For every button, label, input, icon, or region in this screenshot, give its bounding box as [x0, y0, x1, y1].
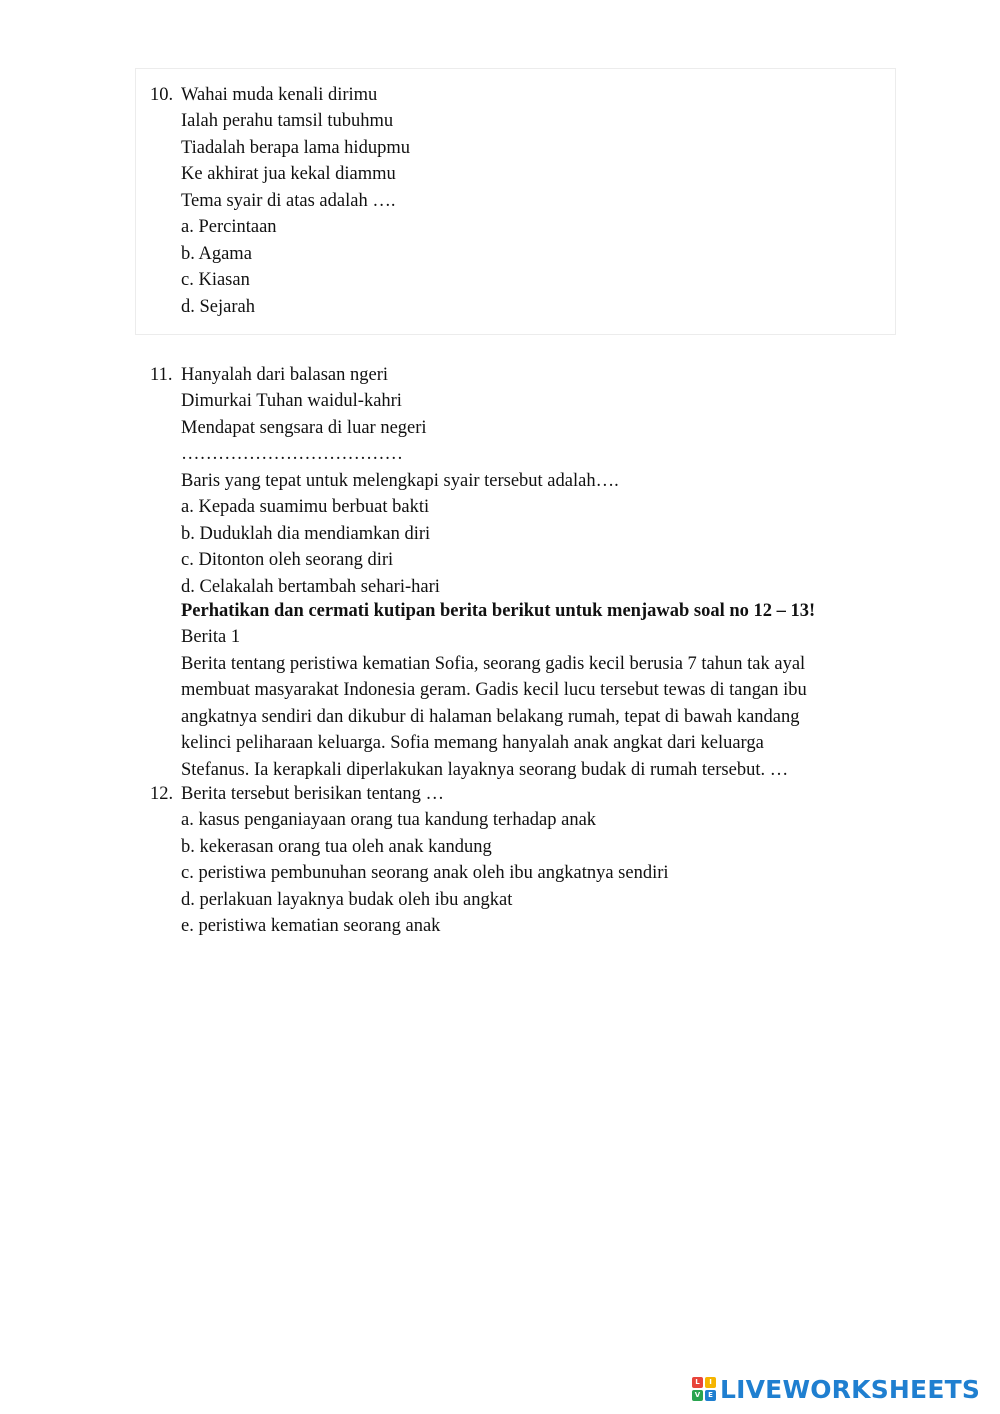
question-12-option-c[interactable]: c. peristiwa pembunuhan seorang anak oleh ibu angkatnya sendiri	[181, 863, 669, 883]
instruction-heading: Perhatikan dan cermati kutipan berita berikut untuk menjawab soal no 12 – 13!	[181, 601, 816, 621]
question-11-option-b[interactable]: b. Duduklah dia mendiamkan diri	[181, 524, 431, 544]
question-10-poem-line-1: Wahai muda kenali dirimu	[181, 85, 378, 105]
question-10-option-c[interactable]: c. Kiasan	[181, 270, 250, 290]
question-11-number: 11.	[150, 365, 173, 385]
liveworksheets-logo-text: LIVEWORKSHEETS	[720, 1374, 981, 1404]
logo-tile-i: I	[705, 1377, 716, 1388]
liveworksheets-logo[interactable]	[692, 1372, 980, 1406]
question-12-number: 12.	[150, 784, 174, 804]
question-10-poem-line-4: Ke akhirat jua kekal diammu	[181, 164, 396, 184]
question-11-poem-line-2: Dimurkai Tuhan waidul-kahri	[181, 391, 402, 411]
logo-tile-v: V	[692, 1390, 703, 1401]
question-12-prompt: Berita tersebut berisikan tentang …	[181, 784, 445, 804]
question-10-option-d[interactable]: d. Sejarah	[181, 297, 255, 317]
question-10-prompt: Tema syair di atas adalah ….	[181, 191, 396, 211]
question-10-poem-line-3: Tiadalah berapa lama hidupmu	[181, 138, 410, 158]
question-10-option-a[interactable]: a. Percintaan	[181, 217, 277, 237]
question-11-option-a[interactable]: a. Kepada suamimu berbuat bakti	[181, 497, 430, 517]
news-paragraph-line-4: kelinci peliharaan keluarga. Sofia memang hanyalah anak angkat dari keluarga	[181, 733, 764, 753]
question-11-prompt: Baris yang tepat untuk melengkapi syair tersebut adalah….	[181, 471, 619, 491]
logo-tile-l: L	[692, 1377, 703, 1388]
question-11-poem-line-1: Hanyalah dari balasan ngeri	[181, 365, 389, 385]
question-11-poem-blank-line: ………………………………	[181, 444, 403, 464]
logo-tile-e: E	[705, 1390, 716, 1401]
question-11-option-c[interactable]: c. Ditonton oleh seorang diri	[181, 550, 394, 570]
news-title: Berita 1	[181, 627, 241, 647]
question-11-poem-line-3: Mendapat sengsara di luar negeri	[181, 418, 427, 438]
question-12-option-b[interactable]: b. kekerasan orang tua oleh anak kandung	[181, 837, 492, 857]
news-paragraph-line-1: Berita tentang peristiwa kematian Sofia, seorang gadis kecil berusia 7 tahun tak ayal	[181, 654, 806, 674]
liveworksheets-logo-icon	[692, 1377, 716, 1401]
question-11-option-d[interactable]: d. Celakalah bertambah sehari-hari	[181, 577, 440, 597]
news-paragraph-line-5: Stefanus. Ia kerapkali diperlakukan layaknya seorang budak di rumah tersebut. …	[181, 760, 789, 780]
question-12-option-d[interactable]: d. perlakuan layaknya budak oleh ibu angkat	[181, 890, 513, 910]
question-10-option-b[interactable]: b. Agama	[181, 244, 252, 264]
news-paragraph-line-3: angkatnya sendiri dan dikubur di halaman belakang rumah, tepat di bawah kandang	[181, 707, 800, 727]
question-10-number: 10.	[150, 85, 174, 105]
question-10-poem-line-2: Ialah perahu tamsil tubuhmu	[181, 111, 394, 131]
question-12-option-e[interactable]: e. peristiwa kematian seorang anak	[181, 916, 441, 936]
question-12-option-a[interactable]: a. kasus penganiayaan orang tua kandung terhadap anak	[181, 810, 597, 830]
news-paragraph-line-2: membuat masyarakat Indonesia geram. Gadis kecil lucu tersebut tewas di tangan ibu	[181, 680, 807, 700]
